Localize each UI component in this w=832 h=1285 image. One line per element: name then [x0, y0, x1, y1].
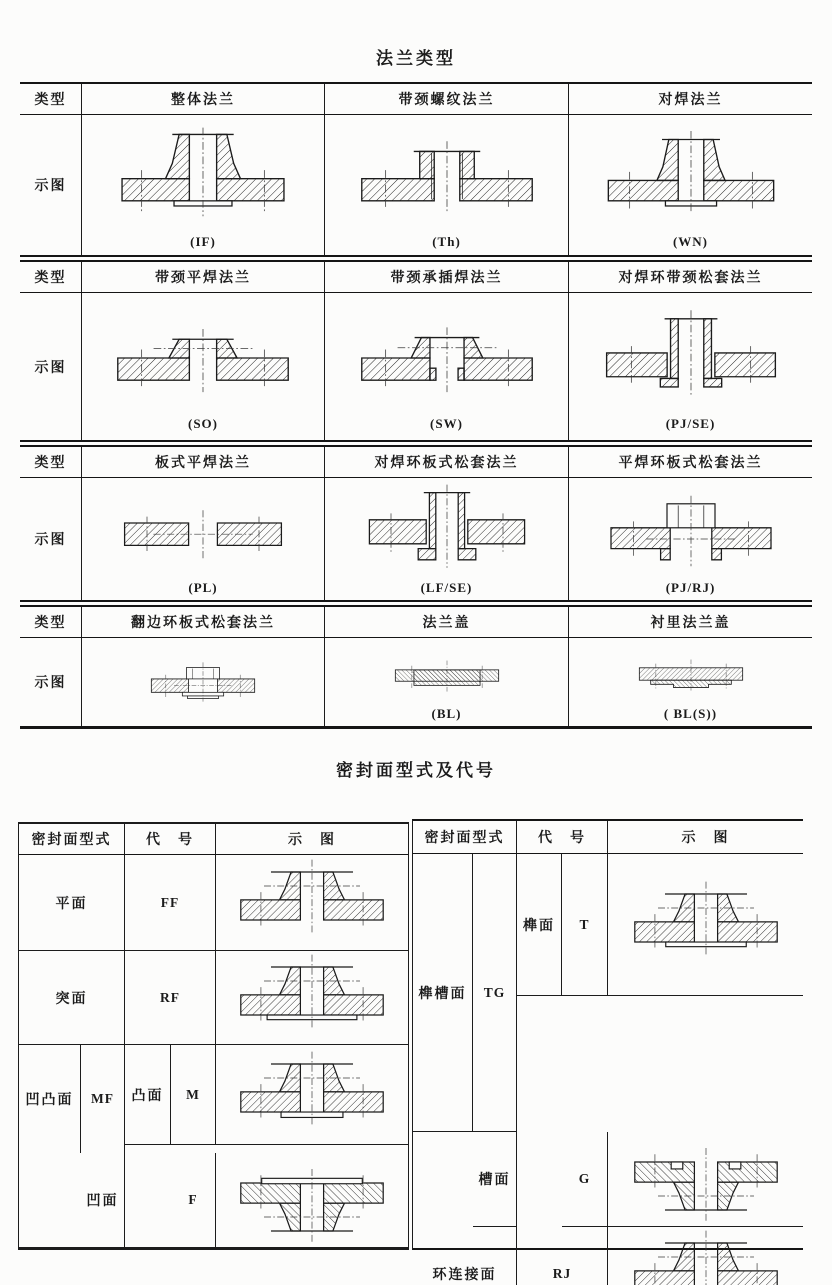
- seal-diagram: [617, 878, 795, 972]
- seal-diagram: [617, 1132, 795, 1226]
- seal-cell: [216, 1045, 408, 1145]
- flange-cell: [569, 478, 812, 600]
- flange-name: 平焊环板式松套法兰: [618, 454, 763, 470]
- flange-cell: [569, 115, 812, 255]
- flange-name: 对焊法兰: [658, 91, 723, 107]
- col-diagram-label: 示图: [20, 293, 82, 440]
- flange-diagram: [107, 483, 299, 579]
- flange-group-1-body: [20, 115, 812, 255]
- col-type-label: 类型: [20, 607, 82, 637]
- flange-diagram: [588, 643, 794, 705]
- flange-name: 翻边环板式松套法兰: [82, 607, 325, 637]
- seal-cell: [608, 1227, 803, 1285]
- col-type-label: 类型: [20, 262, 82, 292]
- flange-code: ( BL(S)): [663, 705, 718, 721]
- seal-cell: [216, 951, 408, 1045]
- flange-name: 对焊环板式松套法兰: [325, 447, 569, 477]
- seal-face-label: 槽面: [473, 1132, 517, 1227]
- seal-col-code: 代 号: [517, 821, 608, 854]
- col-diagram-label: 示图: [20, 638, 82, 726]
- flange-diagram: [105, 121, 301, 233]
- flange-code: (PJ/SE): [665, 416, 716, 431]
- seal-table-left: [18, 822, 409, 1250]
- seal-code: RJ: [517, 1227, 608, 1285]
- seal-code: G: [562, 1132, 608, 1227]
- seal-col-face: 密封面型式: [19, 824, 125, 855]
- flange-group-4: [20, 605, 812, 729]
- flange-code: (Th): [432, 233, 461, 249]
- flange-name: 法兰盖: [325, 607, 569, 637]
- flange-cell: [569, 293, 812, 440]
- flange-name: 带颈平焊法兰: [82, 262, 325, 292]
- flange-diagram: [105, 301, 301, 415]
- seal-col-code: 代 号: [125, 824, 216, 855]
- flange-code: (SO): [188, 416, 218, 431]
- seal-code: F: [171, 1153, 216, 1247]
- flange-diagram: [349, 121, 545, 233]
- flange-cell: [325, 115, 569, 255]
- seal-code-group: MF: [81, 1045, 125, 1153]
- flange-name: 对焊环带颈松套法兰: [618, 269, 763, 285]
- seal-face-group-label: 榫槽面: [413, 854, 473, 1132]
- seal-diagram: [617, 1227, 795, 1285]
- seal-code: T: [562, 854, 608, 996]
- flange-diagram: [595, 483, 787, 579]
- flange-code: (LF/SE): [420, 579, 473, 595]
- flange-code: (PL): [188, 579, 218, 595]
- seal-col-diagram: 示 图: [608, 821, 803, 854]
- flange-code: (IF): [190, 233, 216, 249]
- seal-cell: [216, 855, 408, 951]
- flange-cell: [82, 293, 325, 440]
- flange-group-4-header: [20, 607, 812, 638]
- flange-diagram: [344, 643, 550, 705]
- seal-face-label: 凹面: [81, 1153, 125, 1247]
- flange-group-3: [20, 445, 812, 602]
- col-diagram-label: 示图: [20, 478, 82, 600]
- flange-cell: [325, 293, 569, 440]
- flange-code: (WN): [672, 233, 709, 249]
- flange-cell: [82, 638, 325, 726]
- seal-table-title: 密封面型式及代号: [336, 761, 496, 780]
- flange-code: (BL): [431, 705, 462, 721]
- flange-cell: [82, 115, 325, 255]
- seal-code: M: [171, 1045, 216, 1145]
- seal-code: FF: [125, 855, 216, 951]
- flange-group-2: [20, 260, 812, 442]
- flange-cell: [569, 638, 812, 726]
- flange-code: (PJ/RJ): [665, 579, 716, 595]
- flange-diagram: [351, 483, 543, 579]
- flange-cell: [82, 478, 325, 600]
- seal-diagram: [223, 951, 401, 1045]
- seal-cell: [608, 1132, 803, 1227]
- seal-diagram: [223, 1153, 401, 1247]
- flange-group-4-body: [20, 638, 812, 726]
- flange-cell: [325, 478, 569, 600]
- seal-face-label: 平面: [19, 855, 125, 951]
- flange-cell: [325, 638, 569, 726]
- flange-group-2-body: [20, 293, 812, 440]
- flange-name: 带颈承插焊法兰: [325, 262, 569, 292]
- seal-diagram: [223, 1048, 401, 1142]
- col-diagram-label: 示图: [20, 115, 82, 255]
- flange-group-1-header: [20, 84, 812, 115]
- seal-face-group-label: 凹凸面: [19, 1045, 81, 1153]
- seal-face-label: 突面: [19, 951, 125, 1045]
- flange-name: 板式平焊法兰: [82, 447, 325, 477]
- flange-diagram: [349, 301, 545, 415]
- flange-diagram: [593, 121, 789, 233]
- flange-name: 整体法兰: [82, 84, 325, 114]
- flange-name: 衬里法兰盖: [650, 614, 731, 630]
- flange-group-1: [20, 82, 812, 257]
- flange-name: 带颈螺纹法兰: [325, 84, 569, 114]
- seal-diagram: [223, 856, 401, 950]
- col-type-label: 类型: [20, 447, 82, 477]
- flange-group-3-body: [20, 478, 812, 600]
- seal-face-label: 榫面: [517, 854, 562, 996]
- flange-group-3-header: [20, 447, 812, 478]
- seal-col-face: 密封面型式: [413, 821, 517, 854]
- seal-face-label: 凸面: [125, 1045, 171, 1145]
- col-type-label: 类型: [20, 84, 82, 114]
- flange-code: (SW): [430, 416, 463, 431]
- seal-cell: [216, 1153, 408, 1247]
- flange-group-2-header: [20, 262, 812, 293]
- flange-type-table: [20, 82, 812, 729]
- seal-cell: [608, 854, 803, 996]
- seal-face-label: 环连接面: [413, 1227, 517, 1285]
- flange-diagram: [593, 301, 789, 415]
- flange-diagram: [100, 651, 306, 713]
- seal-code-group: TG: [473, 854, 517, 1132]
- seal-table-right: [412, 819, 803, 1282]
- seal-col-diagram: 示 图: [216, 824, 408, 855]
- flange-table-title: 法兰类型: [376, 49, 456, 68]
- seal-code: RF: [125, 951, 216, 1045]
